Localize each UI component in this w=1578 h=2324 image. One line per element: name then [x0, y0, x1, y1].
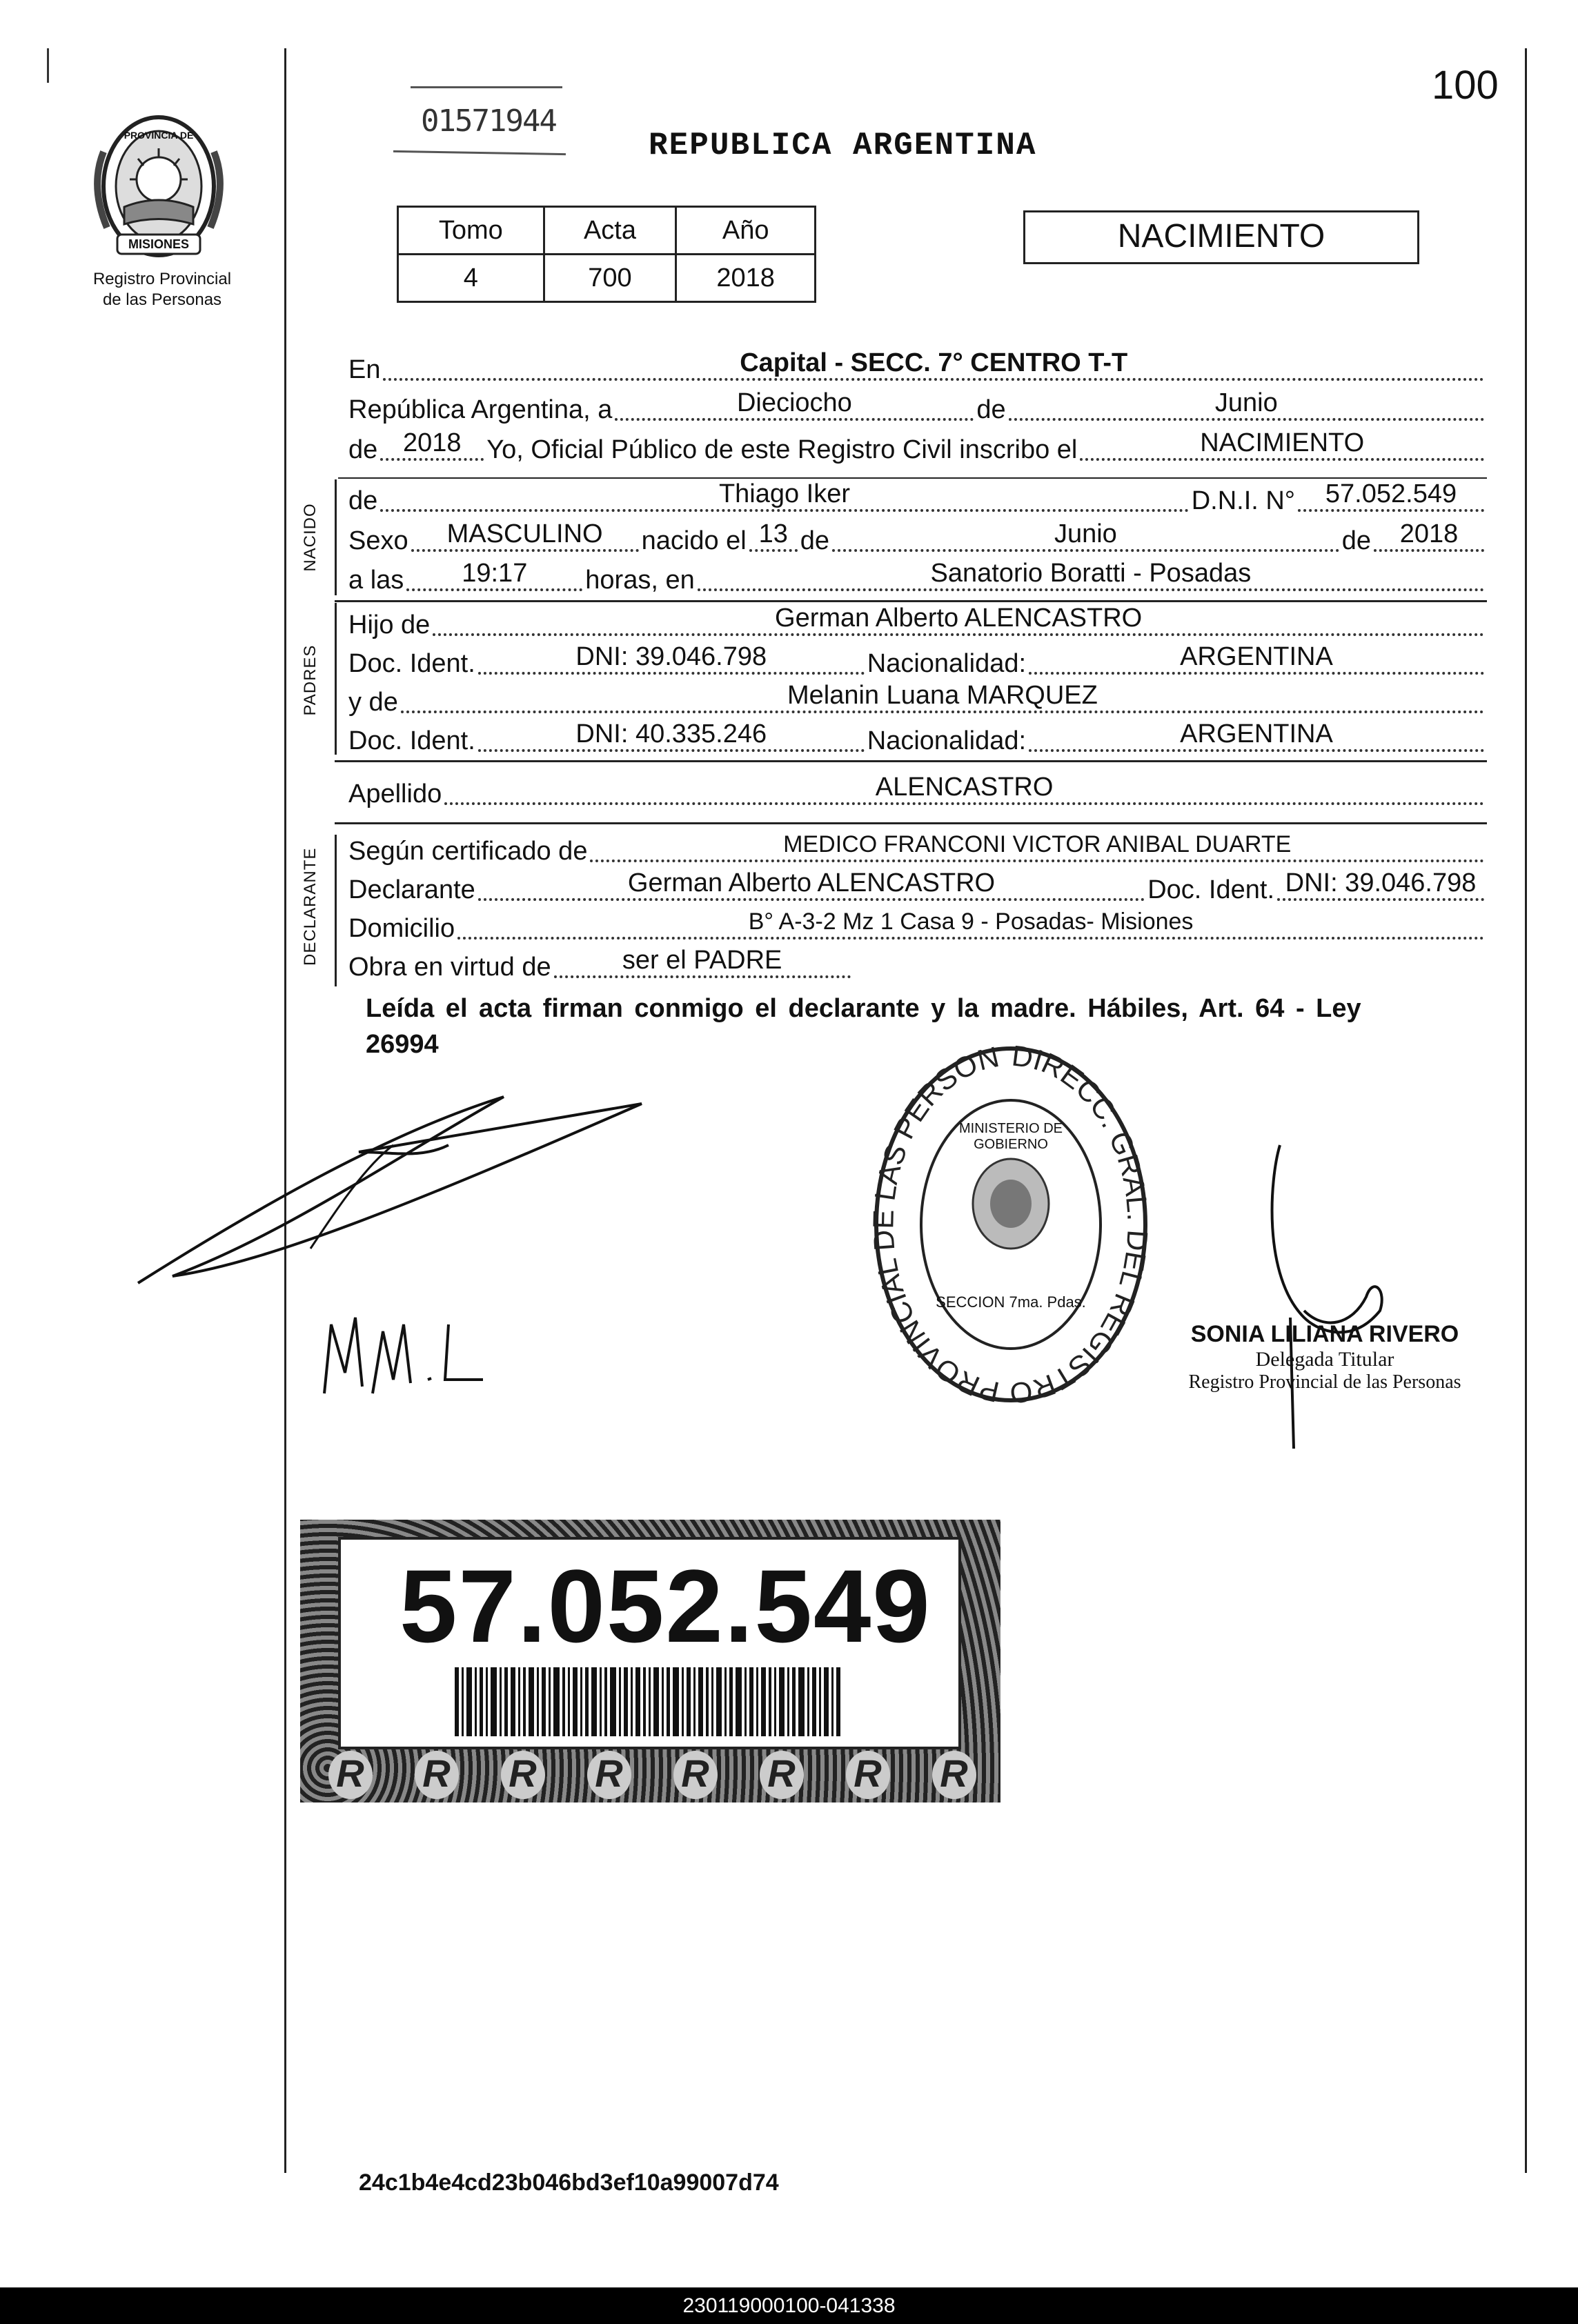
- nacido-birth-day: 13: [758, 519, 788, 548]
- watermark-letter: R: [760, 1751, 804, 1799]
- nacido-row-time: [348, 559, 1487, 597]
- nacido-de-label-month: de: [800, 526, 830, 555]
- padres-mother-doc: DNI: 40.335.246: [575, 719, 767, 748]
- declarante-domicilio-label: Domicilio: [348, 914, 455, 943]
- signer-block: [1145, 1321, 1504, 1393]
- reference-header-tomo: Tomo: [398, 207, 544, 255]
- intro-official-text: Yo, Oficial Público de este Registro Civil inscribo el: [486, 435, 1078, 464]
- nacido-section-label: NACIDO: [301, 503, 319, 572]
- intro-year: 2018: [403, 428, 462, 457]
- registry-seal-icon: [866, 1038, 1156, 1404]
- document-hash: 24c1b4e4cd23b046bd3ef10a99007d74: [359, 2169, 779, 2196]
- nacido-dni: 57.052.549: [1325, 479, 1457, 508]
- watermark-letter: R: [587, 1751, 631, 1799]
- dni-label-number: 57.052.549: [400, 1548, 931, 1664]
- padres-father-doc: DNI: 39.046.798: [575, 642, 767, 671]
- logo-caption-line1: Registro Provincial: [92, 270, 232, 288]
- padres-row-father: [348, 604, 1487, 642]
- padres-top-rule: [335, 600, 1487, 602]
- declarante-section-bar: [335, 835, 337, 986]
- nacido-place: Sanatorio Boratti - Posadas: [930, 559, 1252, 588]
- nacido-row-birth: [348, 519, 1487, 557]
- declarante-capacity: ser el PADRE: [622, 946, 782, 975]
- intro-de-label2: de: [348, 435, 378, 464]
- padres-row-mother: [348, 681, 1487, 719]
- reference-header-acta: Acta: [544, 207, 676, 255]
- reference-value-tomo: 4: [398, 255, 544, 302]
- barcode-icon: [455, 1667, 841, 1736]
- intro-record-type: NACIMIENTO: [1200, 428, 1365, 457]
- logo-caption-line2: de las Personas: [102, 290, 222, 309]
- intro-republica-label: República Argentina, a: [348, 395, 613, 424]
- nacido-a-las-label: a las: [348, 566, 404, 595]
- watermark-letter: R: [415, 1751, 459, 1799]
- nacido-top-rule: [338, 477, 1487, 479]
- declarant-signature-icon: [131, 1076, 655, 1304]
- page-number: 100: [1432, 63, 1499, 108]
- padres-doc-label: Doc. Ident.: [348, 649, 475, 678]
- intro-de-label: de: [976, 395, 1006, 424]
- country-title: REPUBLICA ARGENTINA: [649, 128, 1037, 163]
- declarante-name: German Alberto ALENCASTRO: [627, 868, 996, 897]
- officer-signature-icon: [1228, 1138, 1421, 1456]
- padres-section-bar: [335, 603, 337, 755]
- record-type-box: NACIMIENTO: [1023, 210, 1419, 264]
- apellido-label: Apellido: [348, 779, 442, 808]
- watermark-letter: R: [328, 1751, 373, 1799]
- intro-place: Capital - SECC. 7° CENTRO T-T: [740, 348, 1128, 377]
- declarante-top-rule: [335, 822, 1487, 824]
- dni-label: [300, 1520, 1000, 1802]
- padres-hijo-label: Hijo de: [348, 610, 431, 639]
- closing-line1: Leída el acta firman conmigo el declarante y la madre. Hábiles, Art. 64 - Ley: [366, 994, 1361, 1023]
- closing-line2: 26994: [366, 1030, 439, 1059]
- declarante-row-name: [348, 868, 1487, 906]
- declarante-segun-label: Según certificado de: [348, 837, 588, 866]
- nacido-horas-label: horas, en: [585, 566, 695, 595]
- padres-row-mother-doc: [348, 719, 1487, 757]
- reference-value-row: [398, 255, 816, 302]
- nacido-row-name: [348, 479, 1487, 517]
- padres-nacionalidad-label2: Nacionalidad:: [867, 726, 1027, 755]
- padres-mother-nationality: ARGENTINA: [1180, 719, 1333, 748]
- reference-value-ano: 2018: [676, 255, 816, 302]
- watermark-letter: R: [846, 1751, 890, 1799]
- nacido-birth-month: Junio: [1054, 519, 1117, 548]
- declarante-obra-label: Obra en virtud de: [348, 953, 551, 982]
- watermark-row: [307, 1751, 997, 1799]
- logo-caption: [76, 269, 248, 310]
- reference-header-row: [398, 207, 816, 255]
- footer-code: 230119000100-041338: [0, 2287, 1578, 2324]
- nacido-de-label-year: de: [1341, 526, 1371, 555]
- padres-doc-label2: Doc. Ident.: [348, 726, 475, 755]
- official-seal: [866, 1038, 1156, 1404]
- padres-row-father-doc: [348, 642, 1487, 680]
- nacido-section-bar: [335, 479, 337, 595]
- seal-ring-text: DIRECC. GRAL. DEL REGISTRO PROVINCIAL DE LAS PERSON: [867, 1039, 1154, 1404]
- right-margin-line: [1525, 48, 1527, 2173]
- watermark-letter: R: [501, 1751, 545, 1799]
- nacido-born-label: nacido el: [641, 526, 747, 555]
- padres-y-de-label: y de: [348, 688, 398, 717]
- padres-section-label: PADRES: [301, 644, 319, 716]
- seal-bottom-text: SECCION 7ma. Pdas.: [936, 1293, 1086, 1311]
- intro-row-place: [348, 348, 1487, 386]
- nacido-name: Thiago Iker: [718, 479, 851, 508]
- declarante-row-certificate: [348, 833, 1487, 868]
- watermark-letter: R: [673, 1751, 718, 1799]
- reference-table: [397, 206, 816, 303]
- intro-day: Dieciocho: [736, 388, 852, 417]
- declarante-row-capacity: [348, 946, 1487, 984]
- initials-signature: [317, 1297, 511, 1400]
- declarante-doc-label: Doc. Ident.: [1147, 875, 1274, 904]
- serial-stamp: [390, 83, 583, 159]
- apellido-value: ALENCASTRO: [875, 773, 1054, 802]
- nacido-birth-year: 2018: [1399, 519, 1459, 548]
- padres-nacionalidad-label: Nacionalidad:: [867, 649, 1027, 678]
- nacido-sexo-label: Sexo: [348, 526, 408, 555]
- apellido-top-rule: [335, 760, 1487, 762]
- declarante-label: Declarante: [348, 875, 475, 904]
- signer-role: Delegada Titular: [1255, 1348, 1394, 1371]
- nacido-dni-label: D.N.I. N°: [1191, 486, 1295, 515]
- province-logo: [76, 110, 241, 269]
- apellido-row: [348, 773, 1487, 811]
- intro-month: Junio: [1214, 388, 1278, 417]
- initials-handwriting-icon: [317, 1297, 511, 1400]
- padres-father-name: German Alberto ALENCASTRO: [775, 604, 1143, 633]
- serial-number: 01571944: [421, 103, 556, 139]
- logo-seal-top-text: PROVINCIA DE: [124, 130, 194, 141]
- nacido-de-label: de: [348, 486, 378, 515]
- seal-inner-text: MINISTERIO DE GOBIERNO: [958, 1121, 1063, 1152]
- signer-name: SONIA LILIANA RIVERO: [1190, 1321, 1459, 1347]
- scan-marks: [41, 28, 48, 83]
- nacido-time: 19:17: [462, 559, 528, 588]
- dni-label-white-panel: [338, 1537, 961, 1749]
- intro-row-date: [348, 388, 1487, 426]
- nacido-sex: MASCULINO: [446, 519, 603, 548]
- declarante-section-label: DECLARANTE: [301, 847, 319, 966]
- reference-value-acta: 700: [544, 255, 676, 302]
- declarante-address: B° A-3-2 Mz 1 Casa 9 - Posadas- Misiones: [748, 908, 1194, 935]
- padres-father-nationality: ARGENTINA: [1180, 642, 1333, 671]
- reference-header-ano: Año: [676, 207, 816, 255]
- signer-office: Registro Provincial de las Personas: [1188, 1371, 1461, 1393]
- intro-en-label: En: [348, 355, 381, 384]
- intro-row-official: [348, 428, 1487, 466]
- watermark-letter: R: [932, 1751, 976, 1799]
- declarante-doc: DNI: 39.046.798: [1285, 868, 1477, 897]
- declarante-certificate: MEDICO FRANCONI VICTOR ANIBAL DUARTE: [783, 831, 1292, 857]
- logo-seal-bottom-text: MISIONES: [128, 237, 189, 251]
- padres-mother-name: Melanin Luana MARQUEZ: [787, 681, 1098, 710]
- declarante-row-address: [348, 908, 1487, 945]
